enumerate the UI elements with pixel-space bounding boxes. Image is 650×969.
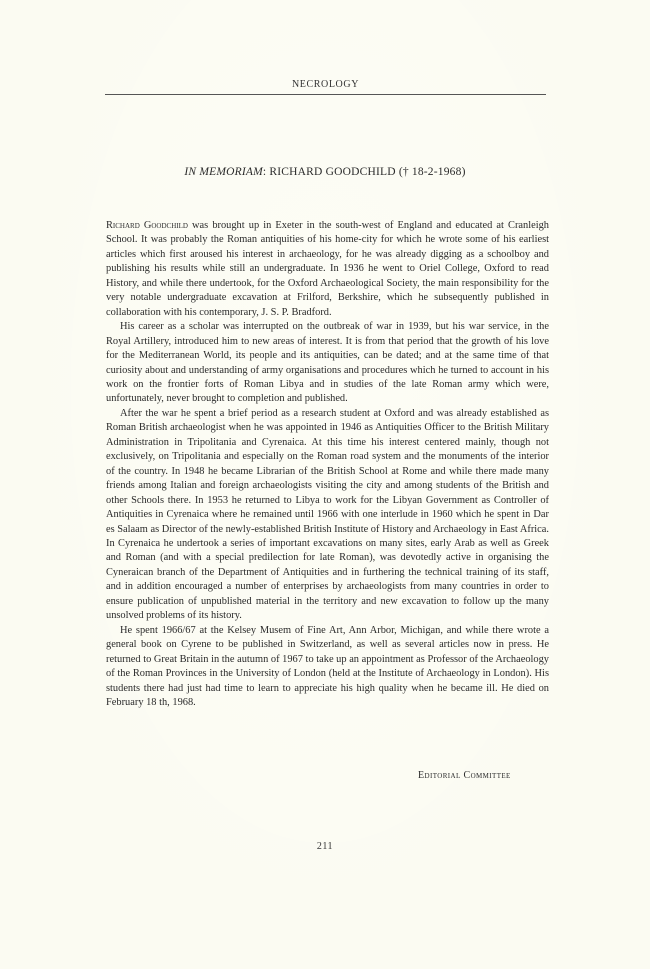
opening-name: Richard Goodchild: [106, 220, 188, 231]
article-body: [106, 219, 549, 710]
header-rule: [105, 94, 546, 95]
page-number: 211: [316, 841, 334, 852]
title-name-and-date: : RICHARD GOODCHILD († 18-2-1968): [262, 166, 466, 178]
article-title: [0, 166, 650, 178]
paragraph-2: His career as a scholar was interrupted on the outbreak of war in 1939, but his war service, in the Royal Artillery, introduced him to new areas of interest. It is from that period that the growth of his love for the Mediterranean World, its people and its antiquities, can be dated; and at the same time of that curiosity about and understanding of army organisations and procedures which he turned to account in his work on the frontier forts of Roman Libya and in studies of the late Roman army which were, unfortunately, never brought to completion and published.: [106, 321, 549, 405]
paragraph-4: He spent 1966/67 at the Kelsey Musem of Fine Art, Ann Arbor, Michigan, and while there wrote a general book on Cyrene to be published in Switzerland, as well as several articles now in press. He returned to Great Britain in the autumn of 1967 to take up an appointment as Professor of the Archaeology of the Roman Provinces in the University of London (held at the Institute of Archaeology in London). His students there had just had time to learn to appreciate his high quality when he became ill. He died on February 18 th, 1968.: [106, 624, 549, 708]
paragraph-1: [106, 219, 549, 320]
running-head: NECROLOGY: [291, 79, 360, 90]
title-in-memoriam: IN MEMORIAM: [184, 166, 263, 178]
paragraph-1-text: was brought up in Exeter in the south-west of England and educated at Cranleigh School. It was probably the Roman antiquities of his home-city for which he wrote some of his earliest articles which first aroused his interest in archaeology, for he was already digging as a schoolboy and publishing his results while still an undergraduate. In 1936 he went to Oriel College, Oxford to read History, and while there undertook, for the Oxford Archaeological Society, the main responsibility for the very notable undergraduate excavation at Frilford, Berkshire, which he subsequently published in collaboration with his contemporary, J. S. P. Bradford.: [106, 220, 549, 318]
paragraph-3: After the war he spent a brief period as a research student at Oxford and was already established as Roman British archaeologist when he was appointed in 1946 as Antiquities Officer to the British Military Administration in Tripolitania and Cyrenaica. At this time his interest centered mainly, though not exclusively, on Tripolitania and especially on the Roman road system and the monuments of the interior of the country. In 1948 he became Librarian of the British School at Rome and while there made many friends among Italian and foreign archaeologists visiting the city and among students of the British and other Schools there. In 1953 he returned to Libya to work for the Libyan Government as Controller of Antiquities in Cyrenaica where he remained until 1966 with one interlude in 1960 which he spent in Dar es Salaam as Director of the newly-established British Institute of History and Archaeology in East Africa. In Cyrenaica he undertook a series of important excavations on many sites, early Arab as well as Greek and Roman (and with a special predilection for late Roman), was devotedly active in organising the Cyneraican branch of the Department of Antiquities and in furthering the technical training of its staff, and in addition encouraged a number of enterprises by archaeologists from many countries in order to ensure publication of unpublished material in the territory and new excavation to follow up the many unsolved problems of its history.: [106, 407, 549, 622]
signature: Editorial Committee: [418, 770, 511, 781]
